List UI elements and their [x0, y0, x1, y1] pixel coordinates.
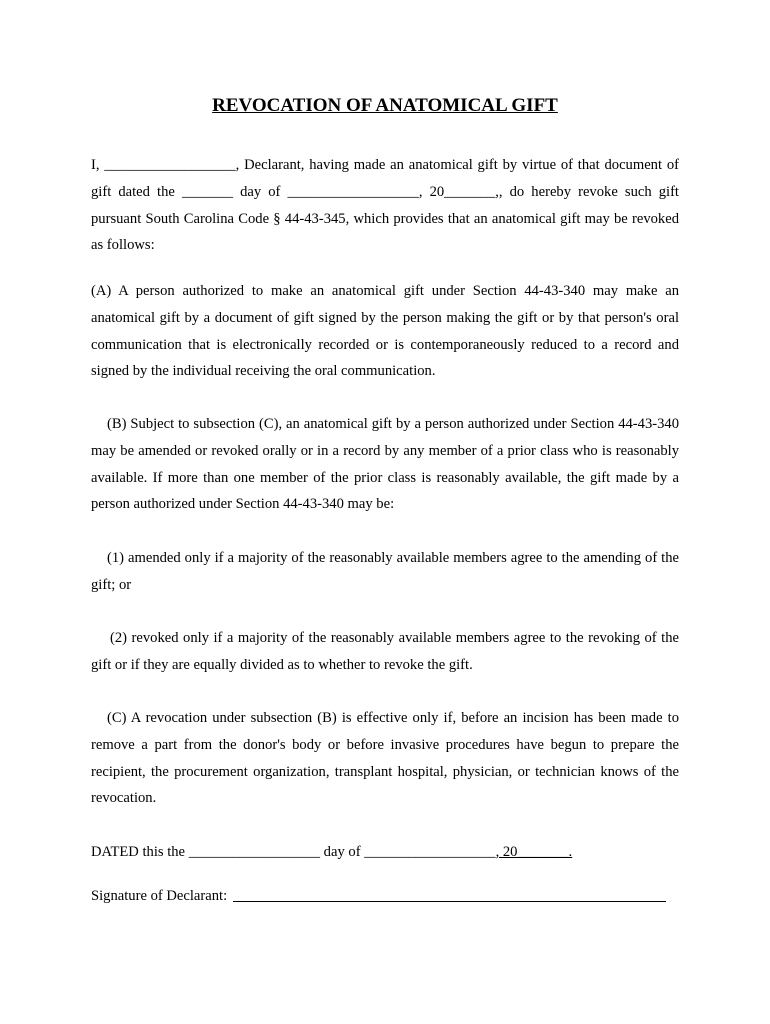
- signature-row: [91, 883, 679, 910]
- signature-label: Signature of Declarant:: [91, 888, 228, 904]
- dated-line-year: , 20_______.: [495, 844, 573, 860]
- dated-line: [91, 839, 679, 866]
- section-b-paragraph: (B) Subject to subsection (C), an anatomical gift by a person authorized under Section 44-43-340 may be amended or revoked orally or in a record by any member of a prior class who is reasonably available. If more than one member of the prior class is reasonably available, the gift made by a person authorized under Section 44-43-340 may be:: [91, 416, 679, 513]
- intro-paragraph: I, __________________, Declarant, having made an anatomical gift by virtue of that document of gift dated the _______ day of __________________, 20_______,, do hereby revoke such gift pursuant South Carolina Code § 44-43-345, which provides that an anatomical gift may be revoked as follows:: [91, 157, 679, 254]
- document-title: REVOCATION OF ANATOMICAL GIFT: [212, 95, 558, 116]
- section-c-paragraph: (C) A revocation under subsection (B) is effective only if, before an incision has been made to remove a part from the donor's body or before invasive procedures have begun to prepare the recipient, the procurement organization, transplant hospital, physician, or technician knows of the revocation.: [91, 710, 679, 807]
- signature-line[interactable]: [233, 885, 666, 902]
- dated-line-prefix: DATED this the __________________ day of __________________: [91, 844, 496, 860]
- section-b1-paragraph: (1) amended only if a majority of the reasonably available members agree to the amending of the gift; or: [91, 550, 679, 593]
- section-a-paragraph: (A) A person authorized to make an anatomical gift under Section 44-43-340 may make an anatomical gift by a document of gift signed by the person making the gift or by that person's oral communication that is electronically recorded or is contemporaneously reduced to a record and signed by the individual receiving the oral communication.: [91, 283, 679, 380]
- section-b2-paragraph: (2) revoked only if a majority of the reasonably available members agree to the revoking of the gift or if they are equally divided as to whether to revoke the gift.: [91, 630, 679, 673]
